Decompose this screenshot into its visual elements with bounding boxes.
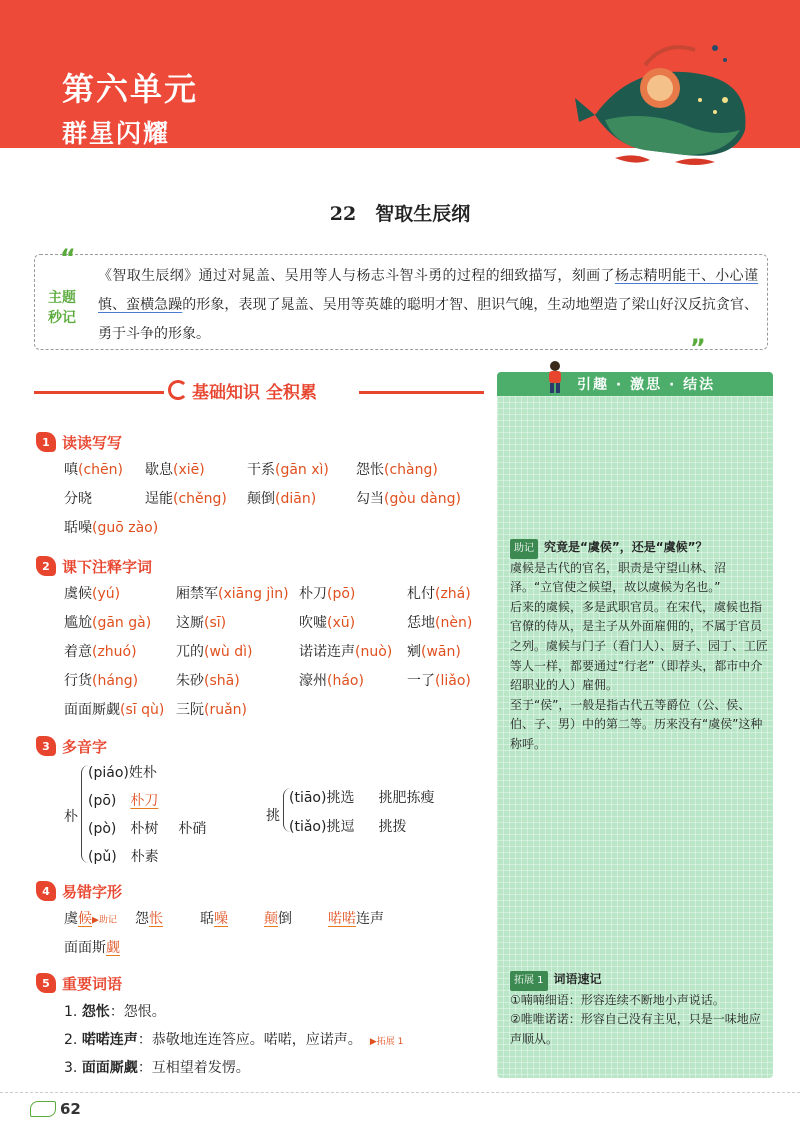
- word-item: 逞能(chěng): [145, 491, 227, 507]
- leaf-number-icon: 1: [36, 432, 56, 452]
- subsection-heading: [36, 973, 122, 993]
- word-item: 分晓: [64, 491, 92, 507]
- note-paragraph: ①喃喃细语：形容连续不断地小声说话。: [510, 992, 725, 1007]
- sidebar-note: [510, 538, 768, 755]
- polyphone-char: 朴: [64, 809, 78, 825]
- note-paragraph: 虞候是古代的官名，职责是守望山林、沼泽。“立官使之候望，故以虞候为名也。”: [510, 560, 727, 595]
- polyphone-row: (pǔ) 朴素: [88, 849, 159, 865]
- note-paragraph: 至于“侯”，一般是指古代五等爵位（公、侯、伯、子、男）中的第二等。历来没有“虞侯”这种称呼。: [510, 697, 763, 751]
- page-number: [30, 1098, 81, 1120]
- word-item: 一了(liǎo): [407, 673, 471, 689]
- section-rule-right: [359, 391, 484, 394]
- sidebar-note: [510, 970, 768, 1049]
- error-word: 虞候▶助记: [64, 911, 117, 927]
- word-item: 虞候(yú): [64, 586, 121, 602]
- polyphone-row: (pò) 朴树 朴硝: [88, 821, 207, 837]
- subsection-heading: [36, 881, 122, 901]
- error-word: 聒噪: [200, 911, 228, 927]
- word-item: 兀的(wù dì): [176, 644, 253, 660]
- leaf-number-icon: 2: [36, 556, 56, 576]
- subsection-title: 重要词语: [62, 974, 123, 993]
- page-number-text: 62: [60, 1100, 81, 1118]
- sidebar-header: [497, 372, 773, 396]
- leaf-number-icon: 3: [36, 736, 56, 756]
- subsection-title: 多音字: [62, 737, 108, 756]
- reading-girl-icon: [545, 360, 565, 394]
- error-word: 面面斯觑: [64, 940, 120, 956]
- section-heading: [34, 378, 484, 404]
- polyphone-row: (piáo)姓朴: [88, 765, 157, 781]
- vocab-item: 1. 怨怅：怨恨。: [64, 1004, 166, 1020]
- summary-label: 主题秒记: [48, 290, 76, 326]
- note-paragraph: ②唯唯诺诺：形容自己没有主见，只是一味地应声顺从。: [510, 1012, 761, 1046]
- note-heading: 究竟是“虞侯”，还是“虞候”？: [544, 540, 708, 554]
- summary-text-part: 的形象，表现了晁盖、吴用等英雄的聪明才智、胆识气魄，生动地塑造了梁山好汉反抗贪官、勇于斗争的形象。: [98, 297, 759, 342]
- swirl-icon: [168, 380, 188, 400]
- polyphone-row: (tiāo)挑选 挑肥拣瘦: [289, 790, 435, 806]
- section-title: [166, 378, 323, 403]
- unit-theme: 群星闪耀: [62, 119, 171, 148]
- vocab-item: 2. 喏喏连声：恭敬地连连答应。喏喏，应诺声。 ▶拓展 1: [64, 1032, 404, 1048]
- polyphone-row: (pō) 朴刀: [88, 793, 159, 809]
- word-item: 吹嘘(xū): [299, 615, 356, 631]
- leaf-number-icon: 4: [36, 881, 56, 901]
- summary-text-part: 《智取生辰纲》通过对晁盖、吴用等人与杨志斗智斗勇的过程的细致描写，刻画了: [98, 268, 615, 284]
- word-item: 濠州(háo): [299, 673, 364, 689]
- word-item: 三阮(ruǎn): [176, 702, 248, 718]
- word-item: 面面厮觑(sī qù): [64, 702, 165, 718]
- word-item: 勾当(gòu dàng): [356, 491, 461, 507]
- word-item: 札付(zhá): [407, 586, 471, 602]
- word-item: 颠倒(diān): [247, 491, 317, 507]
- word-item: 嗔(chēn): [64, 462, 123, 478]
- subsection-title: 课下注释字词: [62, 557, 153, 576]
- word-item: 诺诺连声(nuò): [299, 644, 393, 660]
- note-paragraph: 后来的虞候，多是武职官员。在宋代，虞候也指官僚的侍从，是主子从外面雇佣的，不属于官员之列。虞候与门子（看门人）、厨子、园丁、工匠等人一样，都要通过“行老”（即荐头，都市中介绍职业的人）雇佣。: [510, 599, 769, 693]
- error-word: 怨怅: [135, 911, 163, 927]
- polyphone-char: 挑: [266, 808, 280, 824]
- word-item: 朱砂(shā): [176, 673, 240, 689]
- word-item: 厢禁军(xiāng jìn): [176, 586, 289, 602]
- section-rule-left: [34, 391, 164, 394]
- note-tag: 拓展 1: [510, 971, 548, 991]
- word-item: 怨怅(chàng): [356, 462, 438, 478]
- subsection-heading: [36, 736, 107, 756]
- note-tag: 助记: [510, 539, 538, 559]
- unit-title: 第六单元: [62, 70, 199, 108]
- lesson-title: 22 智取生辰纲: [329, 203, 471, 225]
- sidebar-title: 引趣 · 激思 · 结法: [577, 377, 716, 393]
- note-heading: 词语速记: [553, 972, 602, 986]
- word-item: 着意(zhuó): [64, 644, 137, 660]
- error-word: 颠倒: [264, 911, 292, 927]
- word-item: 歇息(xiē): [145, 462, 205, 478]
- word-item: 尴尬(gān gà): [64, 615, 152, 631]
- subsection-title: 读读写写: [62, 433, 123, 452]
- quote-open-icon: “: [60, 244, 76, 272]
- word-item: 恁地(nèn): [407, 615, 473, 631]
- leaf-icon: [30, 1101, 56, 1117]
- subsection-heading: [36, 432, 122, 452]
- word-item: 剜(wān): [407, 644, 461, 660]
- summary-text: [98, 262, 758, 349]
- subsection-heading: [36, 556, 152, 576]
- word-item: 行货(háng): [64, 673, 139, 689]
- word-item: 聒噪(guō zào): [64, 520, 159, 536]
- subsection-title: 易错字形: [62, 882, 123, 901]
- word-item: 干系(gān xì): [247, 462, 329, 478]
- quote-close-icon: ”: [690, 334, 706, 362]
- polyphone-row: (tiǎo)挑逗 挑拨: [289, 819, 407, 835]
- word-item: 这厮(sī): [176, 615, 227, 631]
- vocab-item: 3. 面面厮觑：互相望着发愣。: [64, 1060, 250, 1076]
- section-title-text: 基础知识 全积累: [192, 383, 317, 403]
- footer-divider: [0, 1092, 800, 1093]
- leaf-number-icon: 5: [36, 973, 56, 993]
- whale-illustration: [575, 20, 775, 170]
- error-word: 喏喏连声: [328, 911, 384, 927]
- word-item: 朴刀(pō): [299, 586, 356, 602]
- summary-underlined: 杨志精明能干、小心谨慎、蛮横急躁: [98, 268, 759, 313]
